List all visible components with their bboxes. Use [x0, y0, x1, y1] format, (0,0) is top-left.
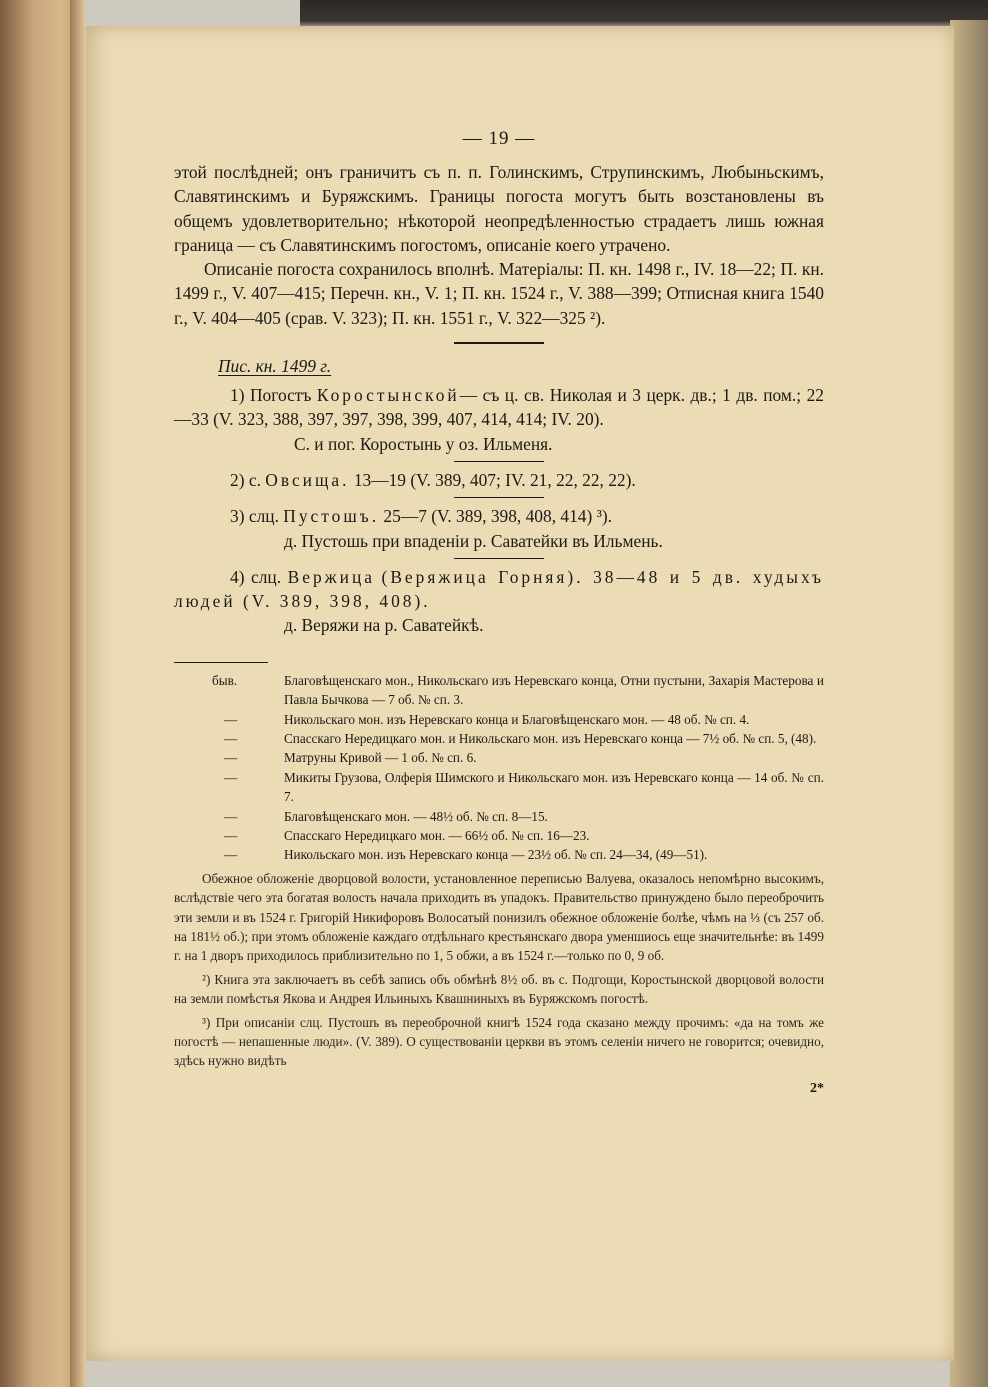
entry-kind: слц. [248, 506, 279, 527]
list-item [224, 845, 824, 864]
entry-number: 1) [230, 385, 245, 406]
list-item [212, 671, 824, 710]
entry-details: 13—19 (V. 389, 407; IV. 21, 22, 22, 22). [353, 469, 636, 490]
entry-text [174, 468, 824, 492]
entry-name: Коростынской [316, 385, 460, 406]
entry-text [174, 565, 824, 614]
entry-kind: слц. [251, 566, 282, 587]
entry-kind: Погостъ [249, 385, 312, 406]
entry-details: (Веряжица Горняя). 38—48 и 5 дв. худыхъ людей (V. 389, 398, 408). [174, 566, 824, 612]
list-text: Благовѣщенскаго мон. — 48½ об. № сп. 8—15. [284, 808, 548, 824]
list-marker: — [224, 808, 238, 824]
list-marker: — [224, 750, 238, 766]
list-text: Микиты Грузова, Олферія Шимского и Никольскаго мон. изъ Неревскаго конца — 14 об. № сп. 7. [284, 769, 824, 805]
list-item [224, 729, 824, 748]
signature-mark: 2* [810, 1080, 824, 1096]
entry-4 [174, 565, 824, 638]
paragraph-1: этой послѣдней; онъ граничитъ съ п. п. Голинскимъ, Струпинскимъ, Любыньскимъ, Славятинскимъ и Буряжскимъ. Границы погоста могутъ быть возстановлены въ общемъ удовлетворительно; нѣкоторой неопредѣленностью страдаетъ лишь южная граница — съ Славятинскимъ погостомъ, описаніе коего утрачено. [174, 162, 824, 255]
entry-1 [174, 383, 824, 456]
entry-site: д. Пустошь при впаденіи р. Саватейки въ Ильмень. [284, 530, 663, 551]
entry-divider [454, 558, 544, 559]
list-marker: быв. [212, 672, 238, 688]
list-text: Спасскаго Нередицкаго мон. — 66½ об. № сп. 16—23. [284, 828, 590, 843]
list-item [224, 826, 824, 845]
entry-number: 4) [230, 566, 245, 587]
section-subhead: Пис. кн. 1499 г. [218, 356, 332, 377]
list-text: Матруны Кривой — 1 об. № сп. 6. [284, 750, 477, 766]
page-content [174, 128, 824, 1096]
spine-edge [70, 0, 86, 1387]
book-page [86, 26, 954, 1361]
footnote-divider [174, 662, 268, 663]
list-text: Спасскаго Нередицкаго мон. и Никольскаго мон. изъ Неревскаго конца — 7½ об. № сп. 5, (48). [284, 730, 817, 746]
entry-divider [454, 497, 544, 498]
list-item [224, 768, 824, 807]
entry-name: Пустошъ. [283, 506, 380, 527]
entry-number: 3) [230, 506, 245, 527]
footnote-list [212, 671, 824, 865]
entry-name: Вержица [287, 566, 375, 587]
list-item [224, 710, 824, 729]
footnote-2: ²) Книга эта заключаетъ въ себѣ запись объ обмѣнѣ 8½ об. въ с. Подгощи, Коростынской дворцовой волости на земли помѣстья Якова и Андрея Ильиныхъ Квашниныхъ въ Буряжскомъ погостѣ. [174, 971, 824, 1007]
entry-text [174, 504, 824, 528]
entry-site: д. Веряжи на р. Саватейкѣ. [284, 615, 484, 636]
entry-divider [454, 461, 544, 462]
list-text: Никольскаго мон. изъ Неревскаго конца и Благовѣщенскаго мон. — 48 об. № сп. 4. [284, 711, 750, 727]
entry-text [174, 383, 824, 432]
entry-3 [174, 504, 824, 553]
entry-details: — съ ц. св. Николая и 3 церк. дв.; 1 дв. пом.; 22—33 (V. 323, 388, 397, 397, 398, 399, 407, 414, 414; IV. 20). [174, 385, 824, 430]
entry-number: 2) [230, 469, 245, 490]
list-text: Никольскаго мон. изъ Неревскаго конца — 23½ об. № сп. 24—34, (49—51). [284, 847, 708, 863]
section-divider [454, 342, 544, 344]
page-stack-edge [950, 20, 988, 1387]
entry-2 [174, 468, 824, 492]
list-marker: — [224, 711, 238, 727]
entry-name: Овсища. [265, 469, 350, 490]
list-item [224, 748, 824, 767]
footnote-paragraph: Обежное обложеніе дворцовой волости, установленное переписью Валуева, оказалось непомѣрно высокимъ, вслѣдствіе чего эта богатая волость начала приходить въ упадокъ. Правительство принуждено было переоброчить эти земли и въ 1524 г. Григорій Никифоровъ Волосатый понизилъ обежное обложеніе болѣе, чѣмъ на ⅓ (съ 257 об. на 181½ об.); при этомъ обложеніе каждаго отдѣльнаго крестьянскаго двора уменшиось еще значительнѣе: въ 1499 г. на 1 дворъ приходилось приблизительно по 1, 5 обжи, а въ 1524 г.—только по 0, 9 об. [174, 870, 824, 964]
footnote-3: ³) При описаніи слц. Пустошъ въ переоброчной книгѣ 1524 года сказано между прочимъ: «да на томъ же погостѣ — непашенные люди». (V. 389). О существованіи церкви въ этомъ селеніи ничего не говорится; очевидно, здѣсь нужно видѣть [174, 1014, 824, 1069]
paragraph-2: Описаніе погоста сохранилось вполнѣ. Матеріалы: П. кн. 1498 г., IV. 18—22; П. кн. 1499 г., V. 407—415; Перечн. кн., V. 1; П. кн. 1524 г., V. 388—399; Отписная книга 1540 г., V. 404—405 (срав. V. 323); П. кн. 1551 г., V. 322—325 ²). [174, 259, 824, 328]
entry-site: С. и пог. Коростынь у оз. Ильменя. [294, 433, 553, 454]
list-marker: — [224, 730, 238, 746]
list-marker: — [224, 828, 238, 843]
list-marker: — [224, 769, 238, 785]
list-item [224, 807, 824, 826]
entry-kind: с. [248, 469, 261, 490]
list-text: Благовѣщенскаго мон., Никольскаго изъ Неревскаго конца, Отни пустыни, Захарія Мастерова и Павла Бычкова — 7 об. № сп. 3. [284, 672, 824, 708]
list-marker: — [224, 847, 238, 863]
footnotes [174, 671, 824, 1071]
page-number: — 19 — [462, 128, 536, 149]
main-text [174, 160, 824, 330]
entry-details: 25—7 (V. 389, 398, 408, 414) ³). [383, 506, 612, 527]
